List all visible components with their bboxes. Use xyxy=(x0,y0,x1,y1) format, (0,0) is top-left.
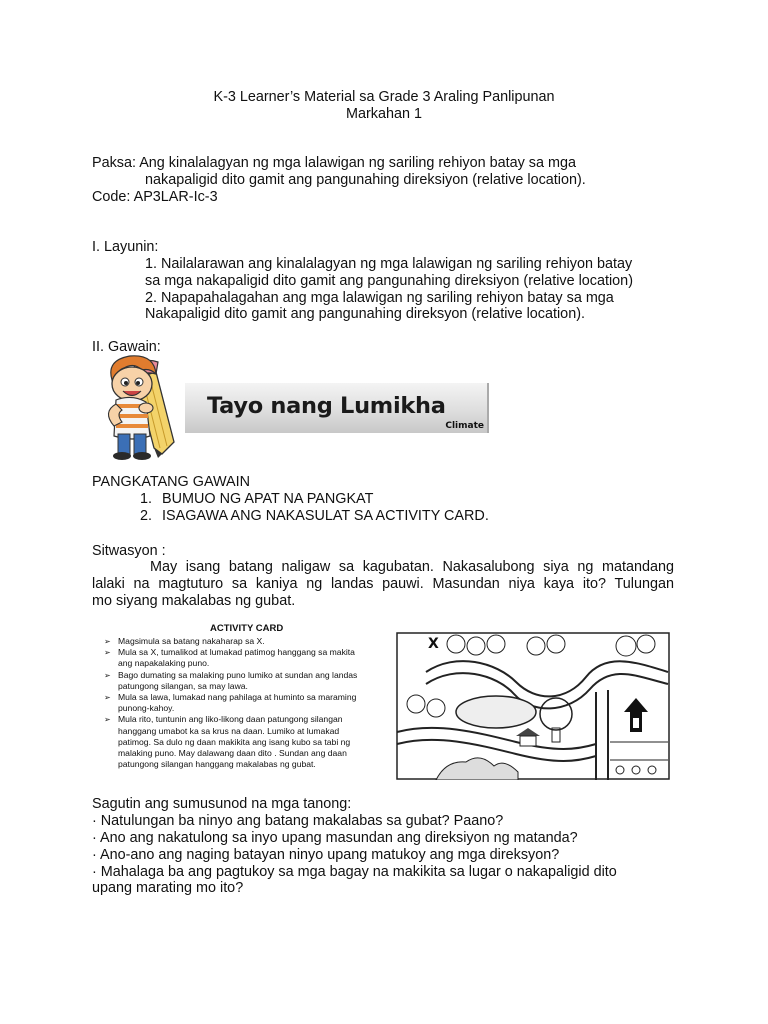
pangkatang-item-2: ISAGAWA ANG NAKASULAT SA ACTIVITY CARD. xyxy=(162,508,489,524)
activity-card-item-line: punong-kahoy. xyxy=(118,703,175,714)
gawain-heading: II. Gawain: xyxy=(92,339,161,355)
arrow-bullet-icon: ➢ xyxy=(104,637,111,646)
activity-card-item-line: Bago dumating sa malaking puno lumiko at sundan ang landas xyxy=(118,669,358,680)
activity-card-title: ACTIVITY CARD xyxy=(210,623,284,634)
arrow-bullet-icon: ➢ xyxy=(104,670,111,680)
question-1: · Natulungan ba ninyo ang batang makalabas sa gubat? Paano? xyxy=(92,813,504,829)
question-4-line-1: · Mahalaga ba ang pagtukoy sa mga bagay na makikita sa lugar o nakapaligid dito xyxy=(92,864,617,880)
sitwasyon-line-3: mo siyang makalabas ng gubat. xyxy=(92,593,296,609)
arrow-bullet-icon: ➢ xyxy=(104,648,111,658)
layunin-item-1-line-2: sa mga nakapaligid dito gamit ang pangunahing direksiyon (relative location) xyxy=(145,273,633,289)
activity-card-item-line: patungong silangan hanggang makalabas ng gubat. xyxy=(118,759,316,770)
activity-card-item-line: ang napakalaking puno. xyxy=(118,658,210,669)
activity-card-item xyxy=(104,647,394,669)
banner-subtitle: Climate xyxy=(445,421,484,431)
sitwasyon-line-2: lalaki na magtuturo sa kaniya ng landas pauwi. Masundan niya kaya ito? Tulungan xyxy=(92,576,674,592)
question-2: · Ano ang nakatulong sa inyo upang masundan ang direksiyon ng matanda? xyxy=(92,830,578,846)
activity-card-item-line: Mula sa lawa, lumakad nang pahilaga at huminto sa maraming xyxy=(118,692,357,703)
page-title: K-3 Learner’s Material sa Grade 3 Araling Panlipunan xyxy=(213,89,555,105)
sitwasyon-heading: Sitwasyon : xyxy=(92,543,166,559)
activity-card-item xyxy=(104,714,394,770)
arrow-bullet-icon: ➢ xyxy=(104,693,111,703)
quarter-label: Markahan 1 xyxy=(346,106,422,122)
activity-card-item xyxy=(104,670,394,692)
map-x-mark: X xyxy=(428,636,439,652)
layunin-item-1-line-1: 1. Nailalarawan ang kinalalagyan ng mga lalawigan ng sariling rehiyon batay xyxy=(145,256,633,272)
question-4-line-2: upang marating mo ito? xyxy=(92,880,244,896)
activity-card-item xyxy=(104,692,394,714)
paksa-line-1: Paksa: Ang kinalalagyan ng mga lalawigan ng sariling rehiyon batay sa mga xyxy=(92,155,576,171)
activity-card-item-line: patungong silangan, sa may lawa. xyxy=(118,680,248,691)
activity-card-item-line: Mula rito, tuntunin ang liko-likong daan patungong silangan xyxy=(118,714,343,725)
banner-title: Tayo nang Lumikha xyxy=(207,393,446,419)
tayo-nang-lumikha-banner xyxy=(185,383,489,433)
question-3: · Ano-ano ang naging batayan ninyo upang matukoy ang mga direksyon? xyxy=(92,847,560,863)
activity-card-item-line: malaking puno. May dalawang daan dito . Sundan ang daan xyxy=(118,748,347,759)
activity-card-item-line: Mula sa X, tumalikod at lumakad patimog hanggang sa makita xyxy=(118,647,355,658)
activity-card-item xyxy=(104,636,394,647)
forest-map-illustration xyxy=(396,632,670,780)
activity-card-list xyxy=(104,636,394,770)
code-label: Code: AP3LAR-Ic-3 xyxy=(92,189,218,205)
pangkatang-item-1: BUMUO NG APAT NA PANGKAT xyxy=(162,491,374,507)
paksa-line-2: nakapaligid dito gamit ang pangunahing direksiyon (relative location). xyxy=(145,172,586,188)
pangkatang-item-1-number: 1. xyxy=(140,491,153,507)
activity-card-item-line: patimog. Sa dulo ng daan makikita ang isang kubo sa tabi ng xyxy=(118,736,351,747)
layunin-item-2-line-2: Nakapaligid dito gamit ang pangunahing direksyon (relative location). xyxy=(145,306,585,322)
layunin-item-2-line-1: 2. Napapahalagahan ang mga lalawigan ng sariling rehiyon batay sa mga xyxy=(145,290,614,306)
arrow-bullet-icon: ➢ xyxy=(104,715,111,725)
pangkatang-heading: PANGKATANG GAWAIN xyxy=(92,474,251,490)
pangkatang-item-2-number: 2. xyxy=(140,508,153,524)
layunin-heading: I. Layunin: xyxy=(92,239,159,255)
activity-card-item-line: hanggang umabot ka sa krus na daan. Lumiko at lumakad xyxy=(118,725,340,736)
cartoon-boy-pencil-illustration xyxy=(92,350,187,462)
activity-card-item-line: Magsimula sa batang nakaharap sa X. xyxy=(118,636,265,646)
questions-heading: Sagutin ang sumusunod na mga tanong: xyxy=(92,796,352,812)
sitwasyon-line-1: May isang batang naligaw sa kagubatan. Nakasalubong siya ng matandang xyxy=(150,559,674,575)
